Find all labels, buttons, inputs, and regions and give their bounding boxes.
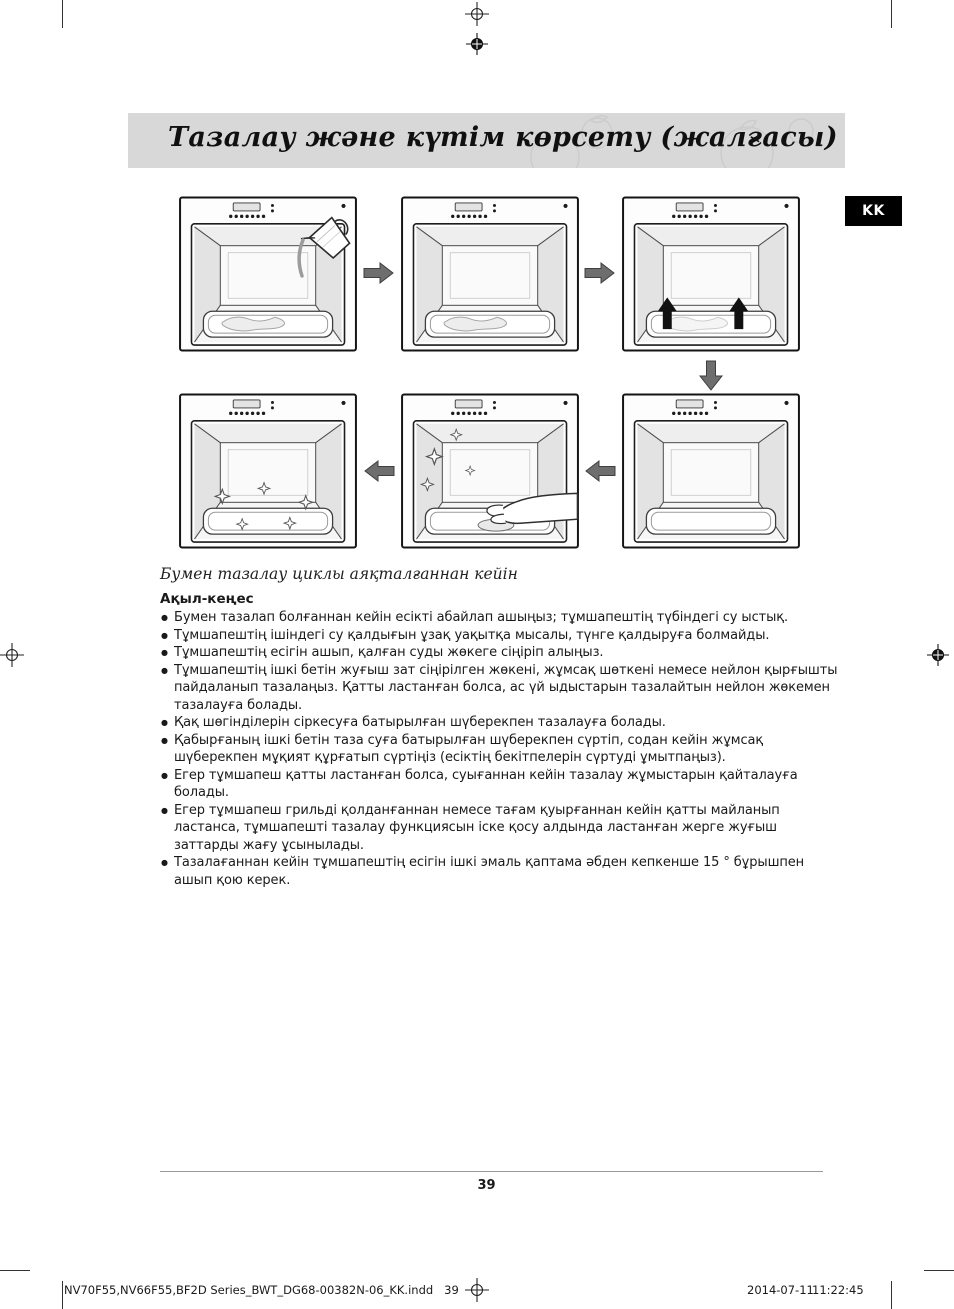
registration-mark-top-icon bbox=[464, 1, 490, 27]
tip-item: ● Тұмшапештің ішіндегі су қалдығын ұзақ уақытқа мысалы, түнге қалдыруға болмайды. bbox=[160, 627, 838, 645]
crop-mark bbox=[0, 1270, 30, 1271]
footer-rule bbox=[160, 1171, 823, 1172]
crop-mark bbox=[924, 1270, 954, 1271]
tip-item: ● Бумен тазалап болғаннан кейін есікті абайлап ашыңыз; тұмшапештің түбіндегі су ыстық. bbox=[160, 609, 838, 627]
oven-clean-sparkle-icon bbox=[178, 393, 358, 550]
tips-heading: Ақыл-кеңес bbox=[160, 591, 254, 607]
print-footer-time: 11:22:45 bbox=[812, 1283, 864, 1297]
arrow-left-icon bbox=[363, 459, 395, 483]
page-title: Тазалау және күтім көрсету (жалғасы) bbox=[168, 122, 838, 153]
oven-hand-wipe-icon bbox=[400, 393, 580, 550]
crop-mark bbox=[62, 1281, 63, 1309]
crop-mark bbox=[891, 1281, 892, 1309]
registration-mark-right-icon bbox=[925, 642, 951, 668]
tip-item: ● Қабырғаның ішкі бетін таза суға батырылған шүберекпен сүртіп, содан кейін жұмсақ шүберекпен мұқият құрғатып сүртіңіз (есіктің бекітпелерін сүртуді ұмытпаңыз). bbox=[160, 732, 838, 767]
registration-mark-bottom-icon bbox=[464, 1277, 490, 1303]
oven-after-cycle-icon bbox=[621, 393, 801, 550]
water-pitcher-icon bbox=[290, 208, 362, 282]
section-title-bar bbox=[128, 113, 845, 168]
diagram-caption: Бумен тазалау циклы аяқталғаннан кейін bbox=[160, 565, 518, 583]
arrow-right-icon bbox=[363, 261, 395, 285]
print-footer-date: 2014-07-11 bbox=[747, 1283, 814, 1297]
tip-item: ● Егер тұмшапеш грильді қолданғаннан немесе тағам қуырғаннан кейін қатты майланып ластанса, тұмшапешті тазалау функциясын іске қосу алдында ластанған жерге жуғыш заттарды жағу ұсынылады. bbox=[160, 802, 838, 855]
tip-item: ● Тазалағаннан кейін тұмшапештің есігін ішкі эмаль қаптама әбден кепкенше 15 ° бұрышпен ашып қою керек. bbox=[160, 854, 838, 889]
arrow-down-icon bbox=[699, 360, 725, 392]
page-number: 39 bbox=[477, 1178, 496, 1193]
tip-item: ● Егер тұмшапеш қатты ластанған болса, суығаннан кейін тазалау жұмыстарын қайталауға болады. bbox=[160, 767, 838, 802]
tip-item: ● Тұмшапештің ішкі бетін жуғыш зат сіңірілген жөкені, жұмсақ шөткені немесе нейлон қырғышты пайдаланып тазалаңыз. Қатты ластанған болса, ас үй ыдыстарын тазалайтын нейлон жөкемен тазалауға болады. bbox=[160, 662, 838, 715]
language-badge: KK bbox=[845, 196, 902, 226]
crop-mark bbox=[62, 0, 63, 28]
tips-list bbox=[160, 609, 838, 889]
registration-mark-top-filled-icon bbox=[464, 31, 490, 57]
registration-mark-left-icon bbox=[0, 642, 25, 668]
arrow-left-icon bbox=[584, 459, 616, 483]
tip-item: ● Тұмшапештің есігін ашып, қалған суды жөкеге сіңіріп алыңыз. bbox=[160, 644, 838, 662]
tip-item: ● Қақ шөгінділерін сіркесуға батырылған шүберекпен тазалауға болады. bbox=[160, 714, 838, 732]
print-footer-filename: NV70F55,NV66F55,BF2D Series_BWT_DG68-00382N-06_KK.indd 39 bbox=[64, 1283, 459, 1297]
arrow-right-icon bbox=[584, 261, 616, 285]
oven-steam-rise-icon bbox=[621, 196, 801, 353]
crop-mark bbox=[891, 0, 892, 28]
oven-water-soak-icon bbox=[400, 196, 580, 353]
